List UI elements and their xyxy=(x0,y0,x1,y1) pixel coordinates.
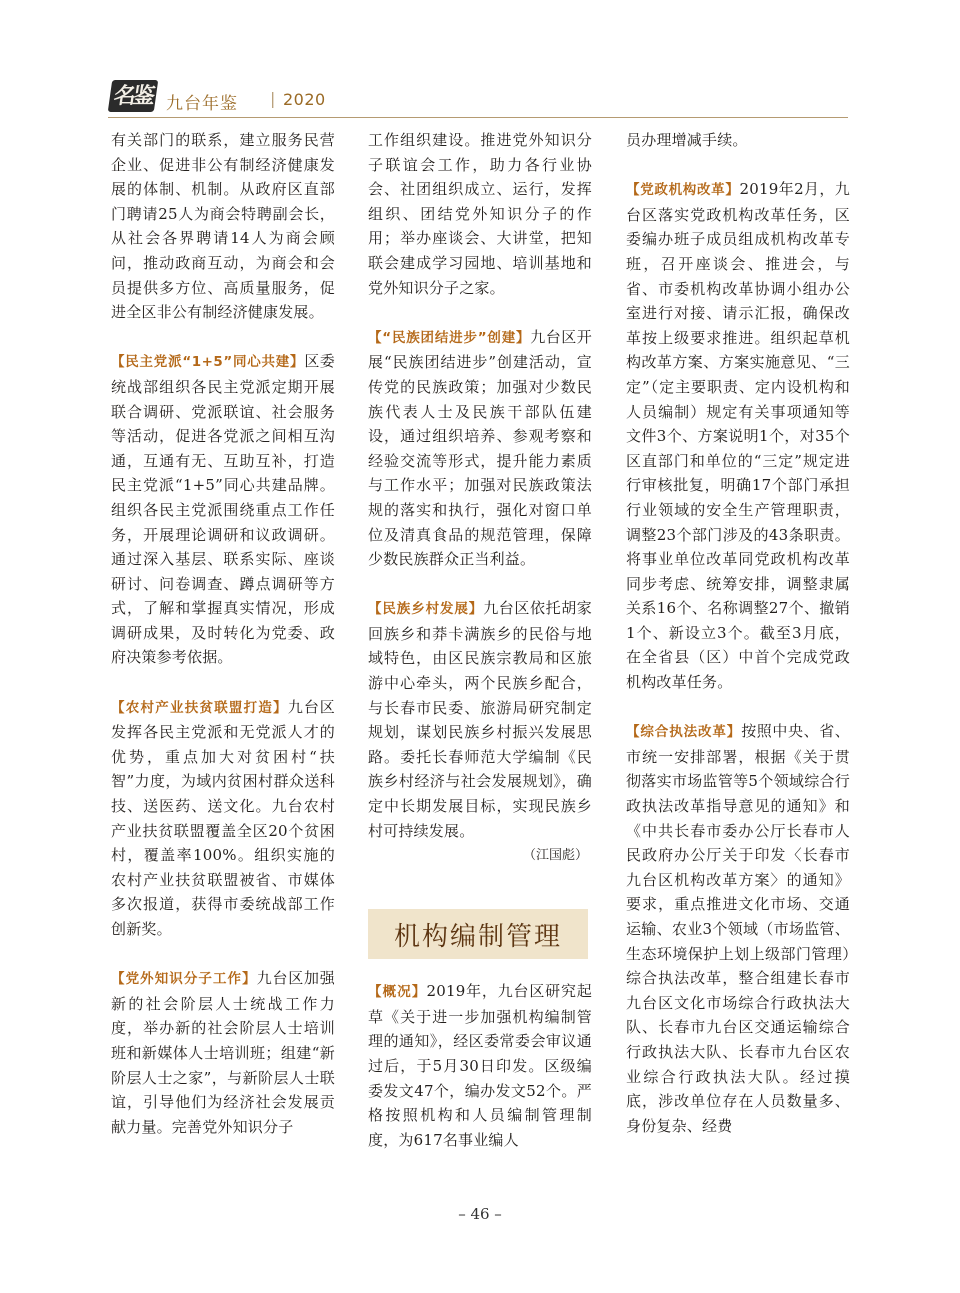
paragraph-heading: 【“民族团结进步”创建】 xyxy=(368,329,531,346)
paragraph-heading: 【农村产业扶贫联盟打造】 xyxy=(111,699,288,716)
paragraph xyxy=(368,325,592,572)
page-header xyxy=(108,76,848,118)
paragraph-text: 2019年，九台区研究起草《关于进一步加强机构编制管理的通知》，经区委常委会审议通过后，于5月30日印发。区级编委发文47个，编办发文52个。严格按照机构和人员编制管理制度，为617名事业编人 xyxy=(368,982,593,1149)
paragraph-text: 按照中央、省、市统一安排部署，根据《关于贯彻落实市场监管等5个领域综合行政执法改革指导意见的通知》和《中共长春市委办公厅长春市人民政府办公厅关于印发〈长春市九台区机构改革方案〉的通知》要求，重点推进文化市场、交通运输、农业3个领域（市场监管、生态环境保护上划上级部门管理）综合执法改革，整合组建长春市九台区文化市场综合行政执法大队、长春市九台区交通运输综合行政执法大队、长春市九台区农业综合行政执法大队。经过摸底，涉改单位存在人员数量多、身份复杂、经费 xyxy=(626,722,851,1135)
book-year: 2020 xyxy=(283,90,326,109)
paragraph-text: 有关部门的联系，建立服务民营企业、促进非公有制经济健康发展的体制、机制。从政府区直部门聘请25人为商会特聘副会长，从社会各界聘请14人为商会顾问，推动政商互动，为商会和会员提供多方位、高质量服务，促进全区非公有制经济健康发展。 xyxy=(111,131,335,322)
paragraph-text: 员办理增减手续。 xyxy=(626,131,748,149)
paragraph-text: 区委统战部组织各民主党派定期开展联合调研、党派联谊、社会服务等活动，促进各党派之间相互沟通，互通有无、互助互补，打造民主党派“1+5”同心共建品牌。组织各民主党派围绕重点工作任务，开展理论调研和议政调研。通过深入基层、联系实际、座谈研讨、问卷调查、蹲点调研等方式，了解和掌握真实情况，形成调研成果，及时转化为党委、政府决策参考依据。 xyxy=(111,352,335,667)
paragraph-text: 2019年2月，九台区落实党政机构改革任务，区委编办班子成员组成机构改革专班，召开座谈会、推进会，与省、市委机构改革协调小组办公室进行对接、请示汇报，确保改革按上级要求推进。组织起草机构改革方案、方案实施意见、“三定”（定主要职责、定内设机构和人员编制）规定有关事项通知等文件3个、方案说明1个，对35个区直部门和单位的“三定”规定进行审核批复，明确17个部门承担行业领域的安全生产管理职责，调整23个部门涉及的43条职责。将事业单位改革同党政机构改革同步考虑、统筹安排，调整隶属关系16个、名称调整27个、撤销1个、新设立3个。截至3月底，在全省县（区）中首个完成党政机构改革任务。 xyxy=(626,180,850,692)
header-separator: | xyxy=(270,89,276,108)
header-rule xyxy=(108,117,848,118)
section-title: 机构编制管理 xyxy=(393,921,562,952)
paragraph-heading: 【民主党派“1+5”同心共建】 xyxy=(111,354,305,371)
page-number: – 46 – xyxy=(458,1205,502,1223)
author-credit: （江国彪） xyxy=(522,848,588,864)
paragraph-heading: 【党外知识分子工作】 xyxy=(111,971,257,988)
paragraph xyxy=(626,128,850,153)
book-title: 九台年鉴 xyxy=(166,94,238,114)
paragraph-heading: 【党政机构改革】 xyxy=(626,182,740,199)
paragraph-heading: 【综合执法改革】 xyxy=(626,724,742,741)
paragraph xyxy=(111,349,335,670)
paragraph xyxy=(111,966,335,1139)
paragraph xyxy=(111,128,335,325)
section-banner xyxy=(368,909,588,959)
paragraph-text: 九台区加强新的社会阶层人士统战工作力度，举办新的社会阶层人士培训班和新媒体人士培训班；组建“新阶层人士之家”，与新阶层人士联谊，引导他们为经济社会发展贡献力量。完善党外知识分子 xyxy=(111,969,335,1136)
paragraph-text: 九台区依托胡家回族乡和莽卡满族乡的民俗与地域特色，由区民族宗教局和区旅游中心牵头，两个民族乡配合，与长春市民委、旅游局研究制定规划，谋划民族乡村振兴发展思路。委托长春师范大学编制《民族乡村经济与社会发展规划》，确定中长期发展目标，实现民族乡村可持续发展。 xyxy=(368,599,593,840)
yearbook-logo: 名鉴 xyxy=(108,80,158,112)
paragraph-heading: 【概况】 xyxy=(368,984,427,1001)
paragraph xyxy=(368,596,592,843)
paragraph xyxy=(626,177,850,694)
paragraph xyxy=(368,979,592,1152)
paragraph-heading: 【民族乡村发展】 xyxy=(368,601,484,618)
column-2 xyxy=(368,128,592,1152)
paragraph-text: 工作组织建设。推进党外知识分子联谊会工作，助力各行业协会、社团组织成立、运行，发挥组织、团结党外知识分子的作用；举办座谈会、大讲堂，把知联会建成学习园地、培训基地和党外知识分子之家。 xyxy=(368,131,592,297)
paragraph xyxy=(111,695,335,942)
paragraph-text: 九台区发挥各民主党派和无党派人才的优势，重点加大对贫困村“扶智”力度，为域内贫困村群众送科技、送医药、送文化。九台农村产业扶贫联盟覆盖全区20个贫困村，覆盖率100%。组织实施的农村产业扶贫联盟被省、市媒体多次报道，获得市委统战部工作创新奖。 xyxy=(111,697,335,938)
column-3 xyxy=(626,128,850,1138)
paragraph xyxy=(368,128,592,300)
column-1 xyxy=(111,128,335,1139)
paragraph-text: 九台区开展“民族团结进步”创建活动，宣传党的民族政策；加强对少数民族代表人士及民族干部队伍建设，通过组织培养、参观考察和经验交流等形式，提升能力素质与工作水平；加强对民族政策法规的落实和执行，强化对窗口单位及清真食品的规范管理，保障少数民族群众正当利益。 xyxy=(368,327,592,569)
paragraph xyxy=(626,719,850,1138)
